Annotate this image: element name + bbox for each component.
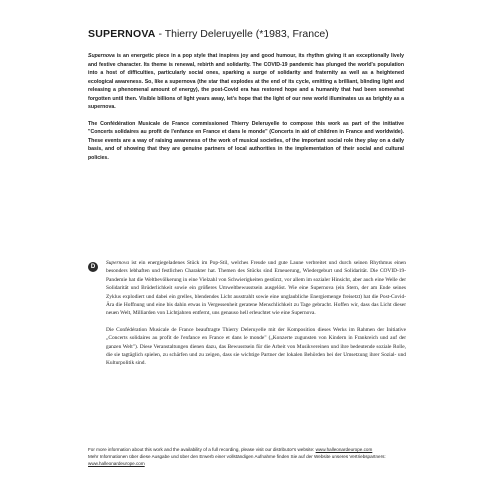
english-paragraph-1-text: is an energetic piece in a pop style that inspires joy and good humour, its rhythm giving it an exceptionally lively and festive character. Its theme is renewal, rebirth and solidarity. The COVID-19 pandemic has plunged the world's population into a host of difficulties, particularly social ones, sparking a surge of solidarity and fraternity as well as a heightened ecological awareness. So, like a supernova (the star that explodes at the end of its cycle, emitting a brilliant, blinding light and releasing a phenomenal amount of energy), the post-Covid era has restored hope and a humanity that had been somewhat forgotten until then. Visible billions of light years away, let's hope that the light of our new world illuminates us as brightly as a supernova.: [88, 53, 404, 110]
english-paragraph-2: The Confédération Musicale de France commissioned Thierry Deleruyelle to compose this work as part of the initiative "Concerts solidaires au profit de l'enfance en France et dans le monde" (Concerts in aid of children in France and worldwide). These events are a way of raising awareness of the work of musical societies, of the important social role they play on a daily basis, and of showing that they are genuine partners of local authorities in the implementation of their social and cultural policies.: [88, 120, 404, 161]
footer-english-text: For more information about this work and the availability of a full recording, please visit our distributor's website:: [88, 447, 316, 452]
german-paragraph-1: [106, 259, 406, 318]
german-paragraph-1-text: ist ein energiegeladenes Stück im Pop-Stil, welches Freude und gute Laune verbreitet und durch seinen Rhythmus einen besonders lebhaften und festlichen Charakter hat. Themen des Stücks sind Erneuerung, Wiedergeburt und Solidarität. Die COVID-19-Pandemie hat die Weltbevölkerung in eine Vielzahl von Schwierigkeiten gestürzt, vor allem im sozialer Hinsicht, aber auch eine Welle der Solidarität und Brüderlichkeit sowie ein größeres Umweltbewusstsein ausgelöst. Wie eine Supernova (ein Stern, der am Ende seines Zyklus explodiert und dabei ein grelles, blendendes Licht ausstrahlt sowie eine unglaubliche Energiemenge freisetzt) hat die Post-Covid-Ära die Hoffnung und eine bis dahin etwas in Vergessenheit geratene Menschlichkeit zu Tage gebracht. Hoffen wir, dass das Licht dieser neuen Welt, Milliarden von Lichtjahren entfernt, uns genauso hell erleuchtet wie eine Supernova.: [106, 260, 406, 317]
footer-line-1: [88, 446, 408, 453]
composer-name: Thierry Deleruyelle (*1983, France): [164, 28, 329, 40]
distributor-link-1[interactable]: www.halleonardeurope.com: [315, 447, 373, 452]
footer-german-text: Mehr Informationen über diese Ausgabe und über den Erwerb einer vollständigen Aufnahme finden Sie auf der Website unseres Vertriebspartners:: [88, 454, 386, 459]
title-separator: -: [155, 28, 165, 40]
language-badge-de: D: [88, 262, 98, 272]
work-title: SUPERNOVA: [88, 28, 156, 40]
english-lead-word: Supernova: [88, 53, 115, 59]
english-paragraph-1: [88, 52, 404, 112]
page-title: [88, 28, 329, 40]
footer-info: [88, 446, 408, 467]
german-paragraph-2: Die Confédération Musicale de France beauftragte Thierry Deleruyelle mit der Komposition dieses Werks im Rahmen der Initiative „Concerts solidaires au profit de l'enfance en France et dans le monde" („Konzerte zugunsten von Kindern in Frankreich und auf der ganzen Welt"). Diese Veranstaltungen dienen dazu, das Bewusstsein für die Arbeit von Musikvereinen und ihre bedeutende soziale Rolle, die sie tagtäglich spielen, zu schärfen und zu zeigen, dass sie wichtige Partner der lokalen Behörden bei der Umsetzung ihrer Sozial- und Kulturpolitik sind.: [106, 326, 406, 367]
german-description: [106, 259, 406, 376]
footer-line-3: [88, 460, 408, 467]
german-lead-word: Supernova: [106, 260, 130, 266]
distributor-link-2[interactable]: www.halleonardeurope.com: [88, 461, 145, 466]
english-description: [88, 52, 404, 170]
